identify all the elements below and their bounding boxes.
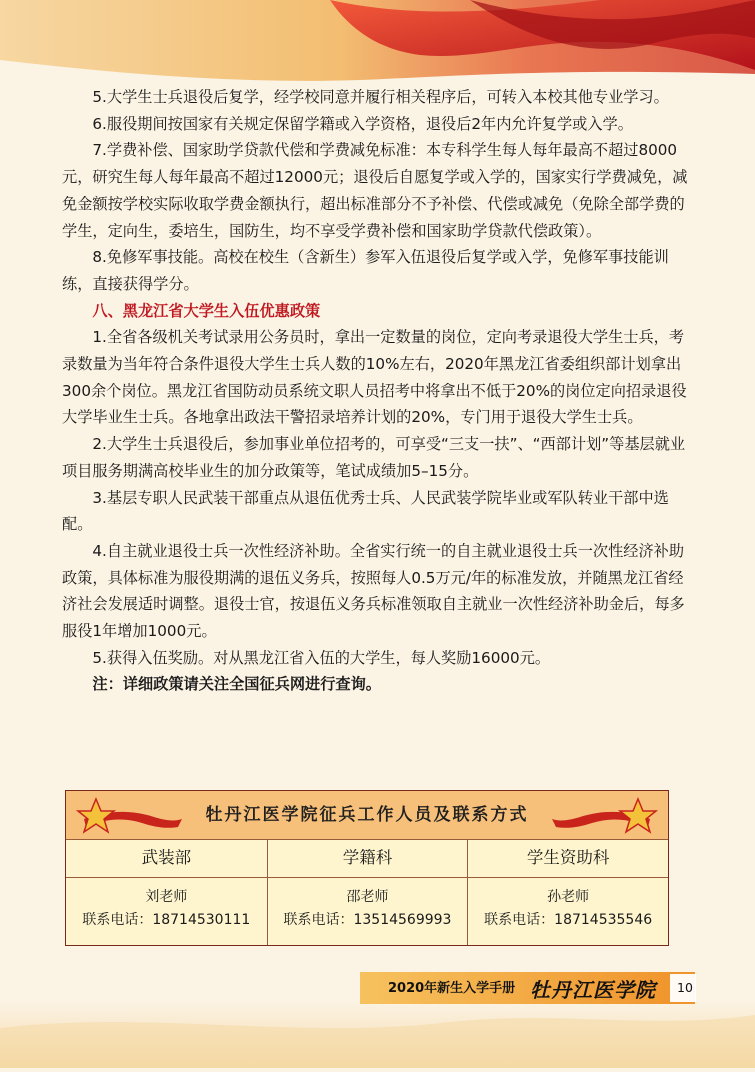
contact-title: 牡丹江医学院征兵工作人员及联系方式 [205,805,529,825]
policy-item-2: 2.大学生士兵退役后，参加事业单位招考的，可享受“三支一扶”、“西部计划”等基层就业项目服务期满高校毕业生的加分政策等，笔试成绩加5–15分。 [62,435,686,480]
contact-table [65,790,669,946]
contact-dept: 学生资助科 [468,839,668,878]
policy-note: 注：详细政策请关注全国征兵网进行查询。 [92,675,381,694]
contact-phone: 联系电话：18714530111 [82,912,251,928]
page-number: 10 [677,980,693,995]
policy-item-3: 3.基层专职人民武装干部重点从退伍优秀士兵、人民武装学院毕业或军队转业干部中选配。 [62,488,669,534]
footer-bar [360,972,695,1004]
paragraph-6: 6.服役期间按国家有关规定保留学籍或入学资格，退役后2年内允许复学或入学。 [92,114,633,133]
contact-dept: 学籍科 [268,839,468,878]
contact-column-registry [267,839,468,945]
main-content [62,84,694,698]
contact-column-armed-dept [66,839,267,945]
policy-item-4: 4.自主就业退役士兵一次性经济补助。全省实行统一的自主就业退役士兵一次性经济补助政策，具体标准为服役期满的退伍义务兵，按照每人0.5万元/年的标准发放，并随黑龙江省经济社会发展适时调整。退役士官，按退伍义务兵标准领取自主就业一次性经济补助金后，每多服役1年增加1000元。 [62,541,685,641]
contact-dept: 武装部 [66,839,267,878]
policy-item-1: 1.全省各级机关考试录用公务员时，拿出一定数量的岗位，定向考录退役大学生士兵，考录数量为当年符合条件退役大学生士兵人数的10%左右，2020年黑龙江省委组织部计划拿出300余个岗位。黑龙江省国防动员系统文职人员招考中将拿出不低于20%的岗位定向招录退役大学毕业生士兵。各地拿出政法干警招录培养计划的20%，专门用于退役大学生士兵。 [62,328,687,427]
contact-name: 刘老师 [145,889,188,905]
paragraph-7: 7.学费补偿、国家助学贷款代偿和学费减免标准：本专科学生每人每年最高不超过8000元，研究生每人每年最高不超过12000元；退役后自愿复学或入学的，国家实行学费减免，减免金额按学校实际收取学费金额执行，超出标准部分不予补偿、代偿或减免（免除全部学费的学生，定向生，委培生，国防生，均不享受学费补偿和国家助学贷款代偿政策）。 [62,141,688,240]
contact-phone: 联系电话：13514569993 [283,912,452,928]
policy-item-5: 5.获得入伍奖励。对从黑龙江省入伍的大学生，每人奖励16000元。 [92,648,551,667]
contact-grid [66,839,668,945]
handbook-label: 2020年新生入学手册 [388,981,516,996]
paragraph-5: 5.大学生士兵退役后复学，经学校同意并履行相关程序后，可转入本校其他专业学习。 [92,88,669,106]
section-8-heading: 八、黑龙江省大学生入伍优惠政策 [92,301,321,320]
contact-name: 邵老师 [346,889,389,905]
contact-name: 孙老师 [547,889,590,905]
school-calligraphy-logo: 牡丹江医学院 [530,978,656,1002]
contact-column-student-aid [467,839,668,945]
paragraph-8: 8.免修军事技能。高校在校生（含新生）参军入伍退役后复学或入学，免修军事技能训练，直接获得学分。 [62,248,669,293]
contact-phone: 联系电话：18714535546 [484,912,653,928]
